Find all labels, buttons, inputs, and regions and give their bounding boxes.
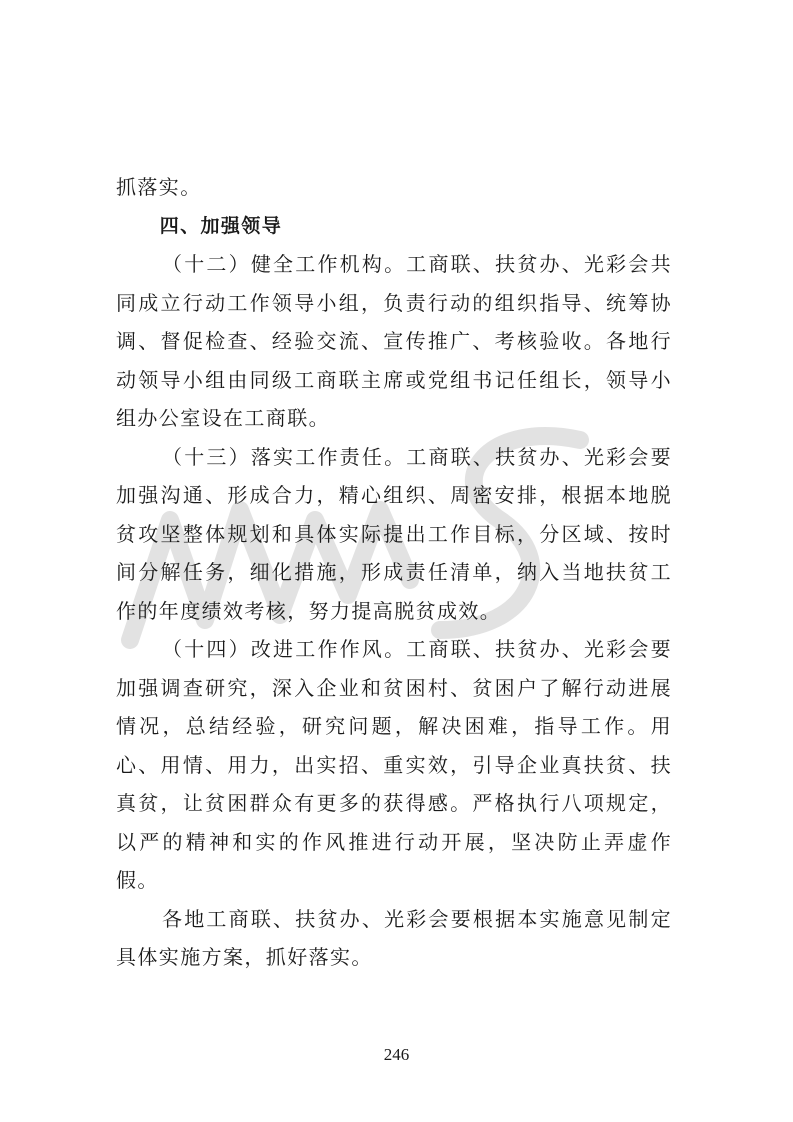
paragraph-12: （十二）健全工作机构。工商联、扶贫办、光彩会共同成立行动工作领导小组，负责行动的组织指导、统筹协调、督促检查、经验交流、宣传推广、考核验收。各地行动领导小组由同级工商联主席或党组书记任组长，领导小组办公室设在工商联。 <box>116 252 672 430</box>
continuation-paragraph: 抓落实。 <box>116 175 202 199</box>
page-number: 246 <box>383 1045 410 1064</box>
body-text <box>116 168 672 977</box>
paragraph-14: （十四）改进工作作风。工商联、扶贫办、光彩会要加强调查研究，深入企业和贫困村、贫困户了解行动进展情况，总结经验，研究问题，解决困难，指导工作。用心、用情、用力，出实招、重实效，引导企业真扶贫、扶真贫，让贫困群众有更多的获得感。严格执行八项规定，以严的精神和实的作风推进行动开展，坚决防止弄虚作假。 <box>116 637 672 892</box>
paragraph-13: （十三）落实工作责任。工商联、扶贫办、光彩会要加强沟通、形成合力，精心组织、周密安排，根据本地脱贫攻坚整体规划和具体实际提出工作目标，分区域、按时间分解任务，细化措施，形成责任清单，纳入当地扶贫工作的年度绩效考核，努力提高脱贫成效。 <box>116 444 672 623</box>
closing-paragraph: 各地工商联、扶贫办、光彩会要根据本实施意见制定具体实施方案，抓好落实。 <box>116 906 672 969</box>
section-heading: 四、加强领导 <box>159 214 283 237</box>
